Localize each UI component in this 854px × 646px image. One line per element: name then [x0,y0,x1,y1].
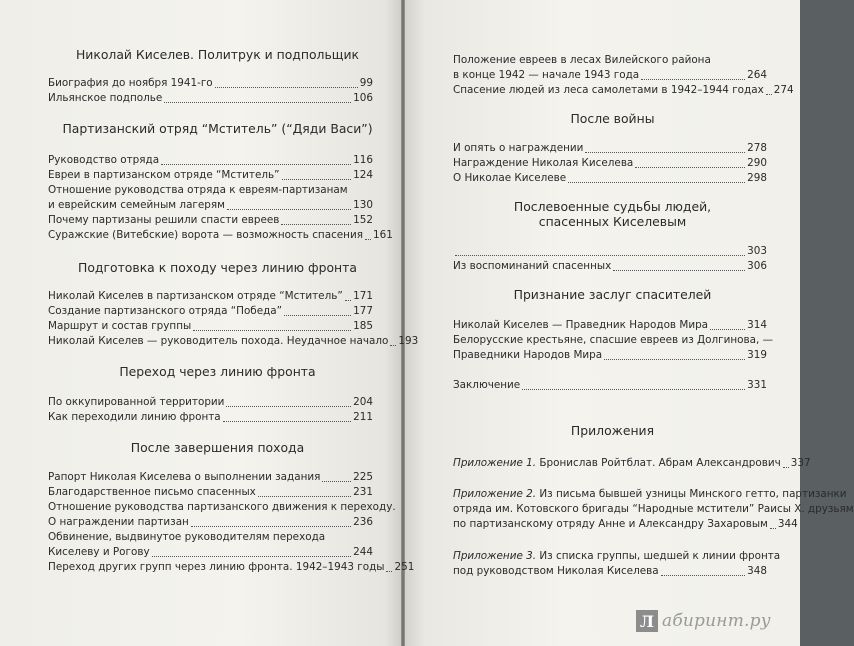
section-title: спасенных Киселевым [538,214,687,229]
toc-entry-line: Обвинение, выдвинутое руководителям перехода [48,531,326,543]
toc-entry: Киселеву и Рогову 244 [48,546,373,558]
section-title: Подготовка к походу через линию фронта [78,260,357,275]
section-title: Переход через линию фронта [119,364,316,379]
toc-entry: Как переходили линию фронта 211 [48,411,373,423]
toc-entry-line: Положение евреев в лесах Вилейского района [453,54,711,66]
toc-entry: Почему партизаны решили спасти евреев 152 [48,214,373,226]
toc-entry: О награждении партизан 236 [48,516,373,528]
appendix-entry: под руководством Николая Киселева 348 [453,565,767,577]
appendix-entry: по партизанскому отряду Анне и Александру Захаровым 344 [453,518,798,530]
toc-entry: О Николае Киселеве 298 [453,172,767,184]
appendix-entry-line: Приложение 2. Из письма бывшей узницы Минского гетто, партизанки [453,488,847,500]
toc-entry: Николай Киселев в партизанском отряде “Мститель” 171 [48,290,373,302]
toc-entry: И опять о награждении 278 [453,142,767,154]
toc-entry: Николай Киселев — Праведник Народов Мира 314 [453,319,767,331]
toc-entry: Праведники Народов Мира 319 [453,349,767,361]
section-title: Приложения [570,423,655,438]
toc-entry: в конце 1942 — начале 1943 года 264 [453,69,767,81]
toc-entry: Суражские (Витебские) ворота — возможность спасения 161 [48,229,393,241]
toc-entry: и еврейским семейным лагерям 130 [48,199,373,211]
toc-entry: Руководство отряда 116 [48,154,373,166]
toc-entry: Награждение Николая Киселева 290 [453,157,767,169]
labirint-watermark [636,606,786,636]
toc-entry-conclusion: Заключение 331 [453,379,767,391]
toc-entry: Спасение людей из леса самолетами в 1942–1944 годах 274 [453,84,794,96]
watermark-text: абиринт.ру [662,611,771,631]
section-title: После войны [570,111,655,126]
toc-entry: Биография до ноября 1941-го 99 [48,77,373,89]
toc-entry: Из воспоминаний спасенных 306 [453,260,767,272]
toc-entry: Маршрут и состав группы 185 [48,320,373,332]
toc-entry: По оккупированной территории 204 [48,396,373,408]
toc-entry-line: Отношение руководства отряда к евреям-партизанам [48,184,348,196]
appendix-entry-line: отряда им. Котовского бригады “Народные мстители” Раисы Х. друзьям [453,503,854,515]
section-title: Партизанский отряд “Мститель” (“Дяди Васи”) [62,121,373,136]
watermark-logo-icon: Л [636,610,658,632]
toc-entry: Создание партизанского отряда “Победа” 177 [48,305,373,317]
toc-entry: Николай Киселев — руководитель похода. Неудачное начало 193 [48,335,419,347]
toc-entry: Ильянское подполье 106 [48,92,373,104]
toc-entry: Рапорт Николая Киселева о выполнении задания 225 [48,471,373,483]
toc-entry-line: Отношение руководства партизанского движения к переходу. [48,501,396,513]
appendix-entry-line: Приложение 3. Из списка группы, шедшей к линии фронта [453,550,781,562]
toc-entry: Переход других групп через линию фронта. 1942–1943 годы 251 [48,561,415,573]
toc-entry: Благодарственное письмо спасенных 231 [48,486,373,498]
toc-entry-line: Белорусские крестьяне, спасшие евреев из Долгинова, — [453,334,774,346]
section-title: После завершения похода [130,440,305,455]
section-title: Николай Киселев. Политрук и подпольщик [75,47,359,62]
toc-entry: Евреи в партизанском отряде “Мститель” 124 [48,169,373,181]
section-title: Послевоенные судьбы людей, [513,199,712,214]
section-title: Признание заслуг спасителей [513,287,712,302]
appendix-entry: Приложение 1. Бронислав Ройтблат. Абрам Александрович 337 [453,457,811,469]
toc-entry: 303 [453,244,767,259]
